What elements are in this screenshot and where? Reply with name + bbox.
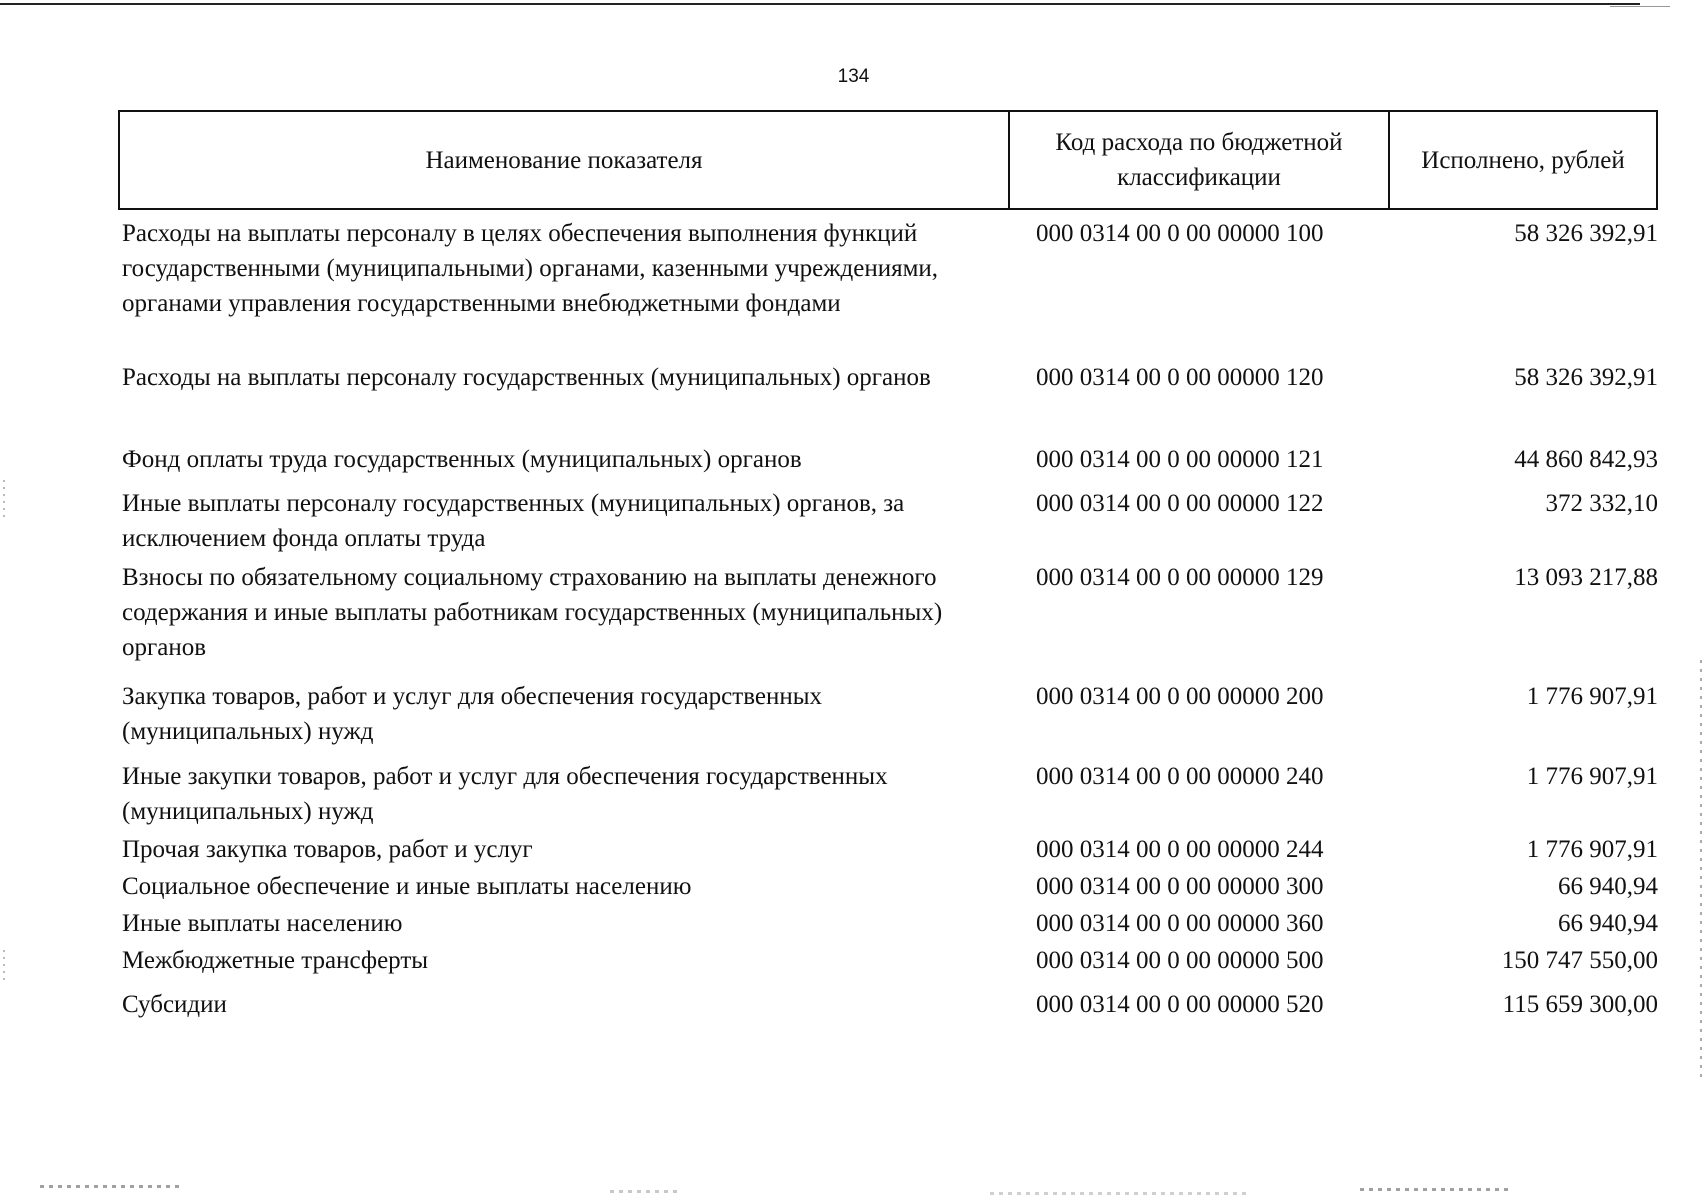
row-amount: 58 326 392,91: [1514, 220, 1658, 247]
scan-left-margin-marks: [3, 480, 5, 520]
scan-top-edge: [0, 3, 1640, 5]
row-amount: 44 860 842,93: [1514, 446, 1658, 473]
row-code: 000 0314 00 0 00 00000 120: [1036, 364, 1324, 391]
row-name: Расходы на выплаты персоналу в целях обеспечения выполнения функций государственными (муниципальными) органами, казенными учреждениями, органами управления государственными внебюджетными фондами: [122, 220, 939, 317]
row-amount: 1 776 907,91: [1526, 683, 1658, 710]
row-amount: 1 776 907,91: [1526, 836, 1658, 863]
header-code: Код расхода по бюджетной классификации: [1010, 112, 1390, 208]
row-amount: 150 747 550,00: [1501, 947, 1658, 974]
row-code: 000 0314 00 0 00 00000 121: [1036, 446, 1324, 473]
row-name: Закупка товаров, работ и услуг для обеспечения государственных (муниципальных) нужд: [122, 683, 823, 745]
row-name: Субсидии: [122, 991, 227, 1018]
row-amount: 66 940,94: [1558, 873, 1658, 900]
row-code: 000 0314 00 0 00 00000 100: [1036, 220, 1324, 247]
scan-top-edge-faint: [1610, 6, 1670, 7]
row-amount: 115 659 300,00: [1502, 991, 1658, 1018]
page-number: 134: [837, 66, 870, 87]
row-name: Фонд оплаты труда государственных (муниципальных) органов: [122, 446, 802, 473]
row-name: Взносы по обязательному социальному страхованию на выплаты денежного содержания и иные выплаты работникам государственных (муниципальных) органов: [122, 564, 943, 661]
row-amount: 66 940,94: [1558, 910, 1658, 937]
scan-smudge: [990, 1192, 1250, 1195]
row-code: 000 0314 00 0 00 00000 122: [1036, 490, 1324, 517]
row-amount: 1 776 907,91: [1526, 763, 1658, 790]
row-name: Прочая закупка товаров, работ и услуг: [122, 836, 533, 863]
row-name: Межбюджетные трансферты: [122, 947, 429, 974]
row-amount: 58 326 392,91: [1514, 364, 1658, 391]
row-name: Иные выплаты персоналу государственных (муниципальных) органов, за исключением фонда оплаты труда: [122, 490, 905, 552]
scan-left-margin-marks-lower: [3, 950, 5, 985]
row-amount: 13 093 217,88: [1514, 564, 1658, 591]
row-name: Иные закупки товаров, работ и услуг для обеспечения государственных (муниципальных) нужд: [122, 763, 888, 825]
scan-smudge: [40, 1185, 180, 1188]
row-code: 000 0314 00 0 00 00000 129: [1036, 564, 1324, 591]
row-code: 000 0314 00 0 00 00000 240: [1036, 763, 1324, 790]
row-name: Расходы на выплаты персоналу государственных (муниципальных) органов: [122, 364, 931, 391]
scan-smudge: [610, 1190, 680, 1193]
row-code: 000 0314 00 0 00 00000 360: [1036, 910, 1324, 937]
row-name: Социальное обеспечение и иные выплаты населению: [122, 873, 692, 900]
row-code: 000 0314 00 0 00 00000 200: [1036, 683, 1324, 710]
row-code: 000 0314 00 0 00 00000 244: [1036, 836, 1324, 863]
scan-right-margin-marks: [1700, 660, 1702, 1080]
row-code: 000 0314 00 0 00 00000 500: [1036, 947, 1324, 974]
header-amount: Исполнено, рублей: [1421, 146, 1625, 174]
header-name: Наименование показателя: [120, 112, 1010, 208]
row-code: 000 0314 00 0 00 00000 520: [1036, 991, 1324, 1018]
row-name: Иные выплаты населению: [122, 910, 403, 937]
table-header: [118, 110, 1658, 210]
row-code: 000 0314 00 0 00 00000 300: [1036, 873, 1324, 900]
row-amount: 372 332,10: [1545, 490, 1658, 517]
scan-smudge: [1360, 1188, 1510, 1191]
